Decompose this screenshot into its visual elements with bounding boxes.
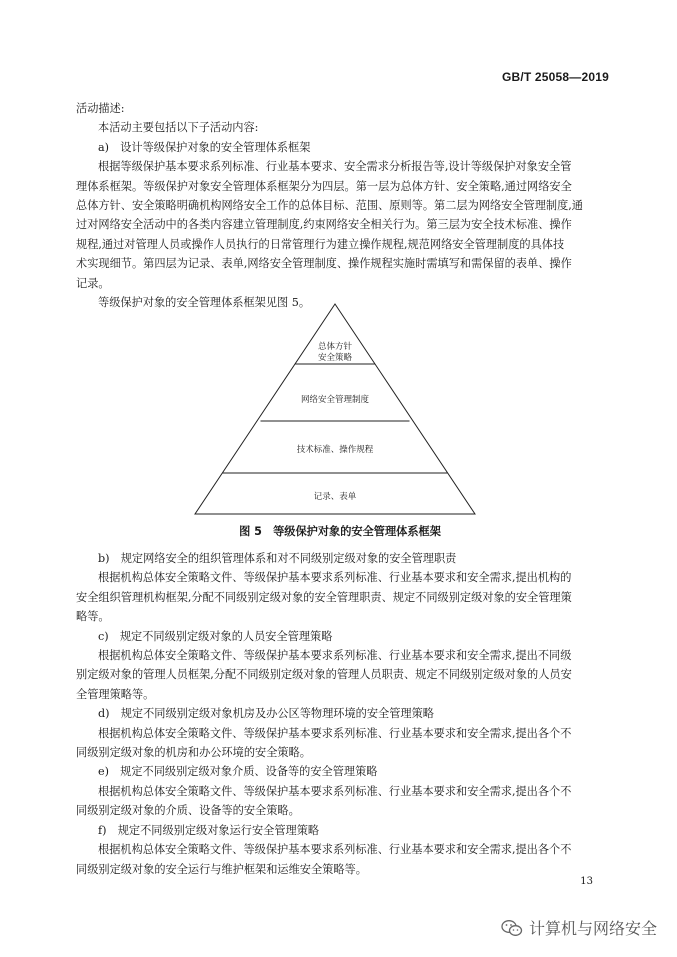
paragraph [76,821,604,840]
watermark-text: 计算机与网络安全 [528,919,657,938]
text-line: 根据机构总体安全策略文件、等级保护基本要求系列标准、行业基本要求和安全需求,提出机构的 [98,571,572,585]
paragraph [76,646,604,704]
text-line: 同级别定级对象的介质、设备等的安全策略。 [76,804,300,818]
text-line: 记录。 [76,276,110,290]
layer-3-label: 技术标准、操作规程 [296,445,374,455]
text-line: 全管理策略等。 [76,687,155,701]
text-line: b) 规定网络安全的组织管理体系和对不同级别定级对象的安全管理职责 [98,552,457,565]
standard-code: GB/T 25058—2019 [501,70,609,84]
text-line: 根据机构总体安全策略文件、等级保护基本要求系列标准、行业基本要求和安全需求,提出各个不 [98,726,572,740]
text-line: 根据等级保护基本要求系列标准、行业基本要求、安全需求分析报告等,设计等级保护对象安全管 [98,160,572,174]
paragraph [76,840,604,879]
text-line: d) 规定不同级别定级对象机房及办公区等物理环境的安全管理策略 [98,707,434,721]
text-line: a) 设计等级保护对象的安全管理体系框架 [98,140,311,154]
layer-2-label: 网络安全管理制度 [300,395,370,405]
text-line: 等级保护对象的安全管理体系框架见图 5。 [98,296,311,310]
after-figure-text [76,549,604,879]
text-line: 根据机构总体安全策略文件、等级保护基本要求系列标准、行业基本要求和安全需求,提出各个不 [98,843,572,857]
text-line: 安全组织管理机构框架,分配不同级别定级对象的安全管理职责、规定不同级别定级对象的安全管理策 [76,590,572,604]
layer-1-line-2: 安全策略 [317,353,353,363]
text-line: 同级别定级对象的机房和办公环境的安全策略。 [76,746,311,760]
text-line: 根据机构总体安全策略文件、等级保护基本要求系列标准、行业基本要求和安全需求,提出各个不 [98,784,572,798]
page-number: 13 [580,876,593,887]
pyramid-outline [195,304,475,514]
text-line: 活动描述: [76,102,125,115]
text-line: 本活动主要包括以下子活动内容: [98,121,259,135]
text-line: 根据机构总体安全策略文件、等级保护基本要求系列标准、行业基本要求和安全需求,提出不同级 [98,649,572,663]
pyramid-svg [193,302,477,516]
text-line: 略等。 [76,610,110,624]
paragraph [76,724,604,763]
paragraph [76,762,604,781]
paragraph [76,627,604,646]
layer-1-line-1: 总体方针 [317,342,353,352]
paragraph [76,99,604,118]
paragraph [76,704,604,723]
text-line: 总体方针、安全策略明确机构网络安全工作的总体目标、范围、原则等。第二层为网络安全管理制度,通 [76,199,583,213]
watermark [501,916,657,939]
paragraph [76,157,604,293]
text-line: 同级别定级对象的安全运行与维护框架和运维安全策略等。 [76,862,367,876]
figure-caption: 图 5 等级保护对象的安全管理体系框架 [239,525,441,538]
paragraph [76,568,604,626]
paragraph [76,782,604,821]
paragraph [76,118,604,137]
text-line: 术实现细节。第四层为记录、表单,网络安全管理制度、操作规程实施时需填写和需保留的表单、操作 [76,257,572,271]
layer-4-label: 记录、表单 [313,492,357,502]
text-line: e) 规定不同级别定级对象介质、设备等的安全管理策略 [98,765,378,779]
text-line: 规程,通过对管理人员或操作人员执行的日常管理行为建立操作规程,规范网络安全管理制度的具体技 [76,237,565,251]
paragraph [76,138,604,157]
text-line: 过对网络安全活动中的各类内容建立管理制度,约束网络安全相关行为。第三层为安全技术标准、操作 [76,218,572,232]
paragraph [76,549,604,568]
pyramid-figure [193,302,477,516]
body-text [76,99,604,312]
text-line: 理体系框架。等级保护对象安全管理体系框架分为四层。第一层为总体方针、安全策略,通过网络安全 [76,179,572,193]
text-line: c) 规定不同级别定级对象的人员安全管理策略 [98,629,333,643]
text-line: f) 规定不同级别定级对象运行安全管理策略 [98,823,320,837]
wechat-icon [501,919,523,937]
text-line: 别定级对象的管理人员框架,分配不同级别定级对象的管理人员职责、规定不同级别定级对象的人员安 [76,668,572,682]
